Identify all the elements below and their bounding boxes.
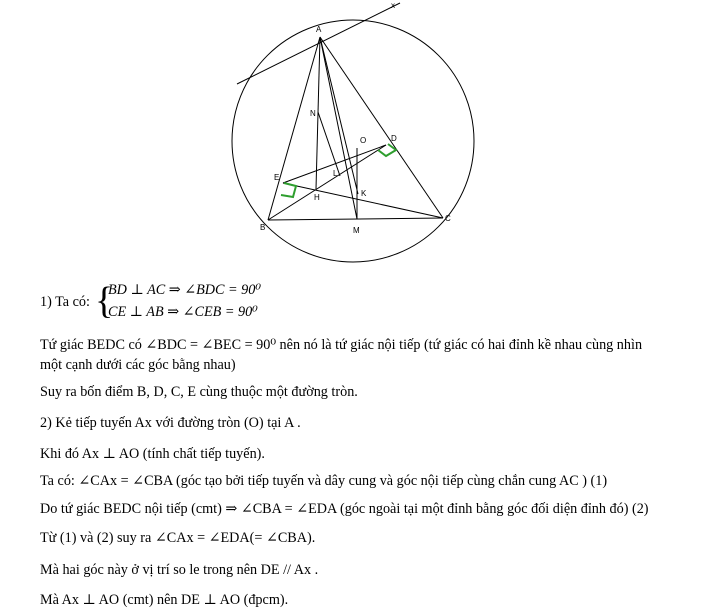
brace-icon: {	[95, 280, 114, 322]
text-line-3: Suy ra bốn điểm B, D, C, E cùng thuộc một đường tròn.	[40, 384, 358, 400]
text-line-7: Do tứ giác BEDC nội tiếp (cmt) ⇒ ∠CBA = ∠EDA (góc ngoài tại một đỉnh bằng góc đối diện đỉnh đó) (2)	[40, 501, 649, 517]
label-a: A	[316, 25, 322, 34]
text-line-10: Mà Ax ⊥ AO (cmt) nên DE ⊥ AO (đpcm).	[40, 592, 289, 608]
label-e: E	[274, 173, 280, 182]
label-x: x	[391, 1, 395, 10]
text-line-2a: Tứ giác BEDC có ∠BDC = ∠BEC = 90⁰ nên nó là tứ giác nội tiếp (tứ giác có hai đỉnh kề nhau cùng nhìn	[40, 337, 643, 353]
label-c: C	[445, 214, 451, 223]
text-line-5: Khi đó Ax ⊥ AO (tính chất tiếp tuyến).	[40, 446, 265, 462]
text-line-2b: một cạnh dưới các góc bằng nhau)	[40, 357, 236, 373]
label-h: H	[314, 193, 320, 202]
system-row-1: BD ⊥ AC ⇒ ∠BDC = 90⁰	[108, 282, 262, 298]
right-angle-mark-d	[378, 144, 396, 156]
equation-system	[40, 282, 680, 324]
geometry-figure	[0, 0, 724, 270]
text-line-6: Ta có: ∠CAx = ∠CBA (góc tạo bởi tiếp tuyến và dây cung và góc nội tiếp cùng chắn cung AC ) (1)	[40, 473, 608, 489]
label-n: N	[310, 109, 316, 118]
segment-ao	[320, 37, 358, 194]
part1-prefix: 1) Ta có:	[40, 294, 90, 310]
system-row-2: CE ⊥ AB ⇒ ∠CEB = 90⁰	[108, 304, 258, 320]
label-o: O	[360, 136, 367, 145]
right-angle-mark-e	[281, 183, 296, 197]
label-b: B	[260, 223, 266, 232]
segment-bc	[268, 218, 443, 220]
text-line-9: Mà hai góc này ở vị trí so le trong nên DE // Ax .	[40, 562, 319, 578]
label-m: M	[353, 226, 360, 235]
text-line-4: 2) Kẻ tiếp tuyến Ax với đường tròn (O) tại A .	[40, 415, 301, 431]
label-k: K	[361, 189, 367, 198]
label-l: L	[333, 169, 338, 178]
label-d: D	[391, 134, 397, 143]
text-line-8: Từ (1) và (2) suy ra ∠CAx = ∠EDA(= ∠CBA).	[40, 530, 316, 546]
